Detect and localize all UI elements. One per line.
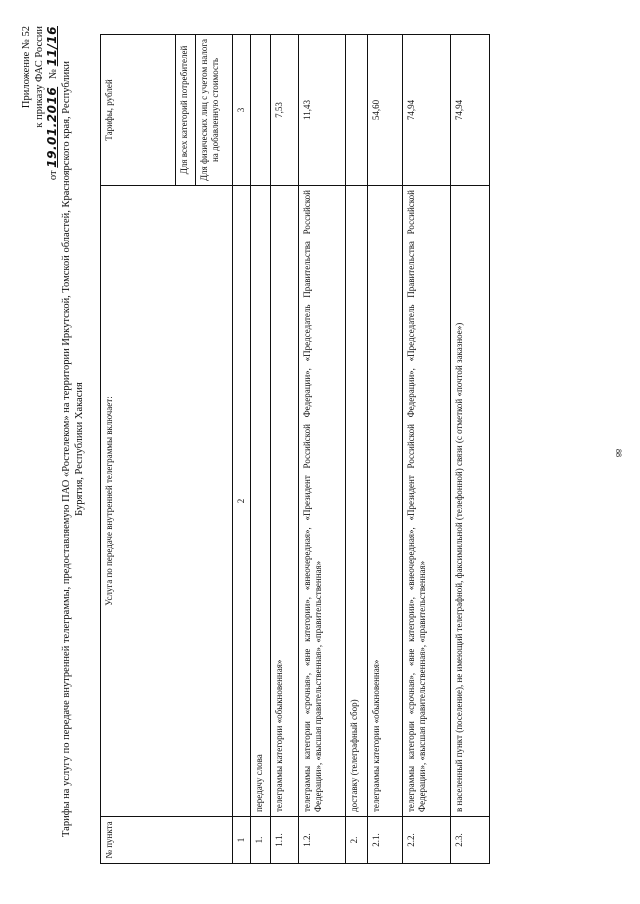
header-service: Услуга по передаче внутренней телеграммы включает: bbox=[101, 186, 233, 817]
header-tariffs: Тарифы, рублей bbox=[101, 35, 176, 186]
appendix-date-line bbox=[46, 26, 60, 180]
row-number: 2.2. bbox=[403, 817, 451, 864]
row-price: 74,94 bbox=[451, 35, 490, 186]
row-service: передачу слова bbox=[251, 186, 271, 817]
row-number: 1.1. bbox=[271, 817, 299, 864]
row-number: 1.2. bbox=[299, 817, 346, 864]
row-price: 54,60 bbox=[368, 35, 403, 186]
column-number: 1 bbox=[233, 817, 251, 864]
row-price: 74,94 bbox=[403, 35, 451, 186]
row-price: 11,43 bbox=[299, 35, 346, 186]
tariff-table bbox=[100, 34, 490, 864]
page-number: 88 bbox=[614, 449, 623, 457]
column-number-row bbox=[233, 35, 251, 864]
row-service: телеграммы категории «обыкновенная» bbox=[368, 186, 403, 817]
row-service: телеграммы категории «срочная», «вне категории», «внеочередная», «Президент Российской Федерации», «Председатель Правительства Российской Федерации», «высшая правительственная», «правительственная» bbox=[403, 186, 451, 817]
table-row bbox=[368, 35, 403, 864]
row-service: доставку (телеграфный сбор) bbox=[346, 186, 368, 817]
header-all-consumers: Для всех категорий потребителей bbox=[176, 35, 196, 186]
table-row bbox=[251, 35, 271, 864]
document-title: Тарифы на услугу по передаче внутренней телеграммы, предоставляемую ПАО «Ростелеком» на территории Иркутской, Томской областей, Красноярского края, Республики Бурятия, Республики Хакасия bbox=[61, 61, 85, 837]
table-row bbox=[299, 35, 346, 864]
column-number: 3 bbox=[233, 35, 251, 186]
table-row bbox=[403, 35, 451, 864]
table-row bbox=[346, 35, 368, 864]
row-number: 2. bbox=[346, 817, 368, 864]
row-price bbox=[251, 35, 271, 186]
row-price bbox=[346, 35, 368, 186]
handwritten-number: 11/16 bbox=[45, 26, 59, 67]
column-number: 2 bbox=[233, 186, 251, 817]
row-service: в населенный пункт (поселение), не имеющий телеграфной, факсимильной (телефонной) связи (с отметкой «почтой заказное») bbox=[451, 186, 490, 817]
header-item-number: № пункта bbox=[101, 817, 233, 864]
handwritten-date: 19.01.2016 bbox=[45, 86, 59, 168]
row-price: 7,53 bbox=[271, 35, 299, 186]
row-service: телеграммы категории «срочная», «вне категории», «внеочередная», «Президент Российской Федерации», «Председатель Правительства Российской Федерации», «высшая правительственная», «правительственная» bbox=[299, 186, 346, 817]
row-number: 2.3. bbox=[451, 817, 490, 864]
number-prefix: № bbox=[48, 68, 59, 79]
header-individuals-vat: Для физических лиц с учетом налога на добавленную стоимость bbox=[196, 35, 233, 186]
appendix-block bbox=[20, 26, 60, 180]
row-service: телеграммы категории «обыкновенная» bbox=[271, 186, 299, 817]
row-number: 1. bbox=[251, 817, 271, 864]
date-prefix: от bbox=[48, 170, 59, 181]
table-row bbox=[451, 35, 490, 864]
appendix-line-1: Приложение № 52 bbox=[21, 26, 32, 109]
table-row bbox=[271, 35, 299, 864]
row-number: 2.1. bbox=[368, 817, 403, 864]
appendix-line-2: к приказу ФАС России bbox=[34, 26, 45, 128]
